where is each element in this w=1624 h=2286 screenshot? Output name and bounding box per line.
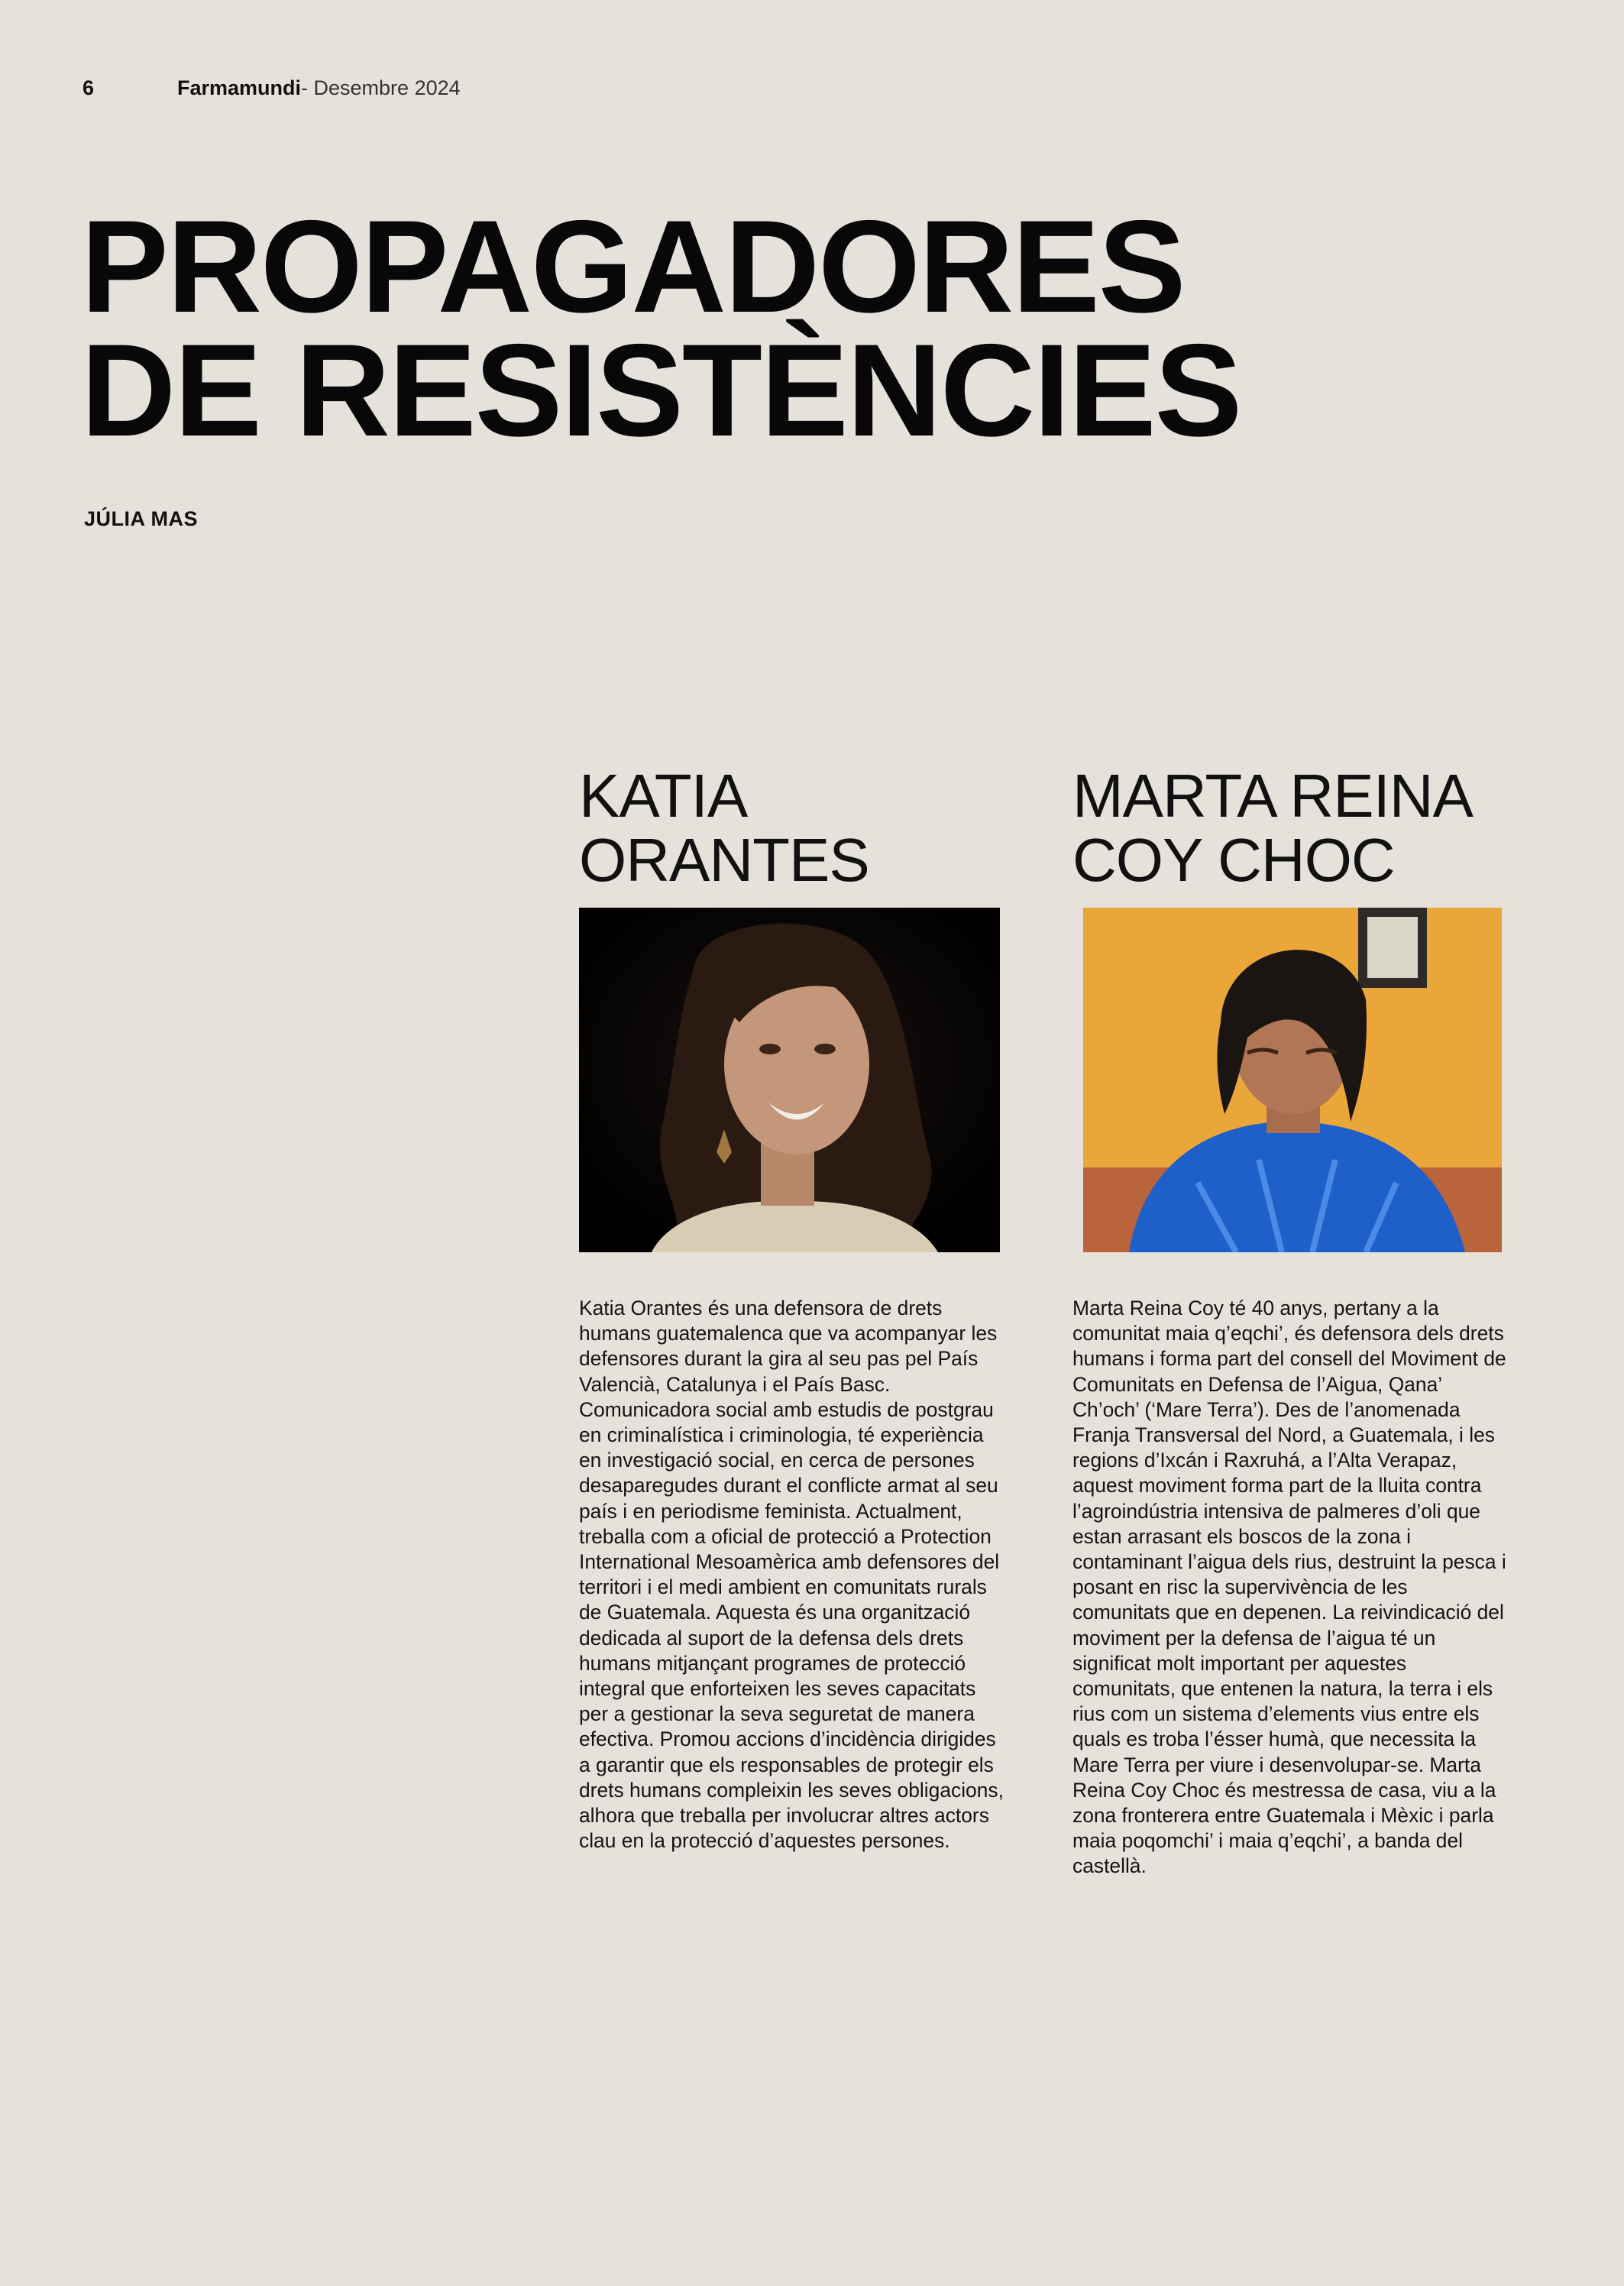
profile-bio: Marta Reina Coy té 40 anys, pertany a la comunitat maia q’eqchi’, és defensora dels drets humans i forma part del consell del Moviment de Comunitats en Defensa de l’Aigua, Qana’ Ch’och’ (‘Mare Terra’). Des de l’anomenada Franja Transversal del Nord, a Guatemala, i les regions d’Ixcán i Raxruhá, a l’Alta Verapaz, aquest moviment forma part de la lluita contra l’agroindústria intensiva de palmeres d’oli que estan arrasant els boscos de la zona i contaminant l’aigua dels rius, destruint la pesca i posant en risc la supervivència de les comunitats que en depenen. La reivindicació del moviment per la defensa de l’aigua té un significat molt important per aquestes comunitats, que entenen la natura, la terra i els rius com un sistema d’elements vius entre els quals es troba l’ésser humà, que necessita la Mare Terra per viure i desenvolupar-se. Marta Reina Coy Choc és mestressa de casa, viu a la zona fronterera entre Guatemala i Mèxic i parla maia poqomchi’ i maia q’eqchi’, a banda del castellà. — [1072, 1297, 1506, 1878]
portrait-illustration — [1083, 908, 1502, 1252]
issue-date: - Desembre 2024 — [301, 76, 461, 99]
profile-name — [1072, 764, 1508, 902]
running-head — [82, 76, 461, 100]
profile-bio: Katia Orantes és una defensora de drets humans guatemalenca que va acompanyar les defensores durant la gira al seu pas pel País Valencià, Catalunya i el País Basc. Comunicadora social amb estudis de postgrau en criminalística i criminologia, té experiència en investigació social, en cerca de persones desaparegudes durant el conflicte armat al seu país i en periodisme feminista. Actualment, treballa com a oficial de protecció a Protection International Mesoamèrica amb defensores del territori i el medi ambient en comunitats rurals de Guatemala. Aquesta és una organització dedicada al suport de la defensa dels drets humans mitjançant programes de protecció integral que enforteixen les seves capacitats per a gestionar la seva seguretat de manera efectiva. Promou accions d’incidència dirigides a garantir que els responsables de protegir els drets humans compleixin les seves obligacions, alhora que treballa per involucrar altres actors clau en la protecció d’aquestes persones. — [579, 1297, 1004, 1853]
profile-name-line-1: KATIA — [579, 762, 748, 830]
page-number: 6 — [82, 76, 95, 99]
profile-name-line-2: ORANTES — [579, 826, 869, 894]
profile-name-line-1: MARTA REINA — [1072, 762, 1473, 830]
profile-name-line-2: COY CHOC — [1072, 826, 1395, 894]
publication-name: Farmamundi — [177, 76, 302, 99]
page-title-line-1: PROPAGADORES — [81, 193, 1185, 340]
portrait-photo — [1083, 908, 1502, 1252]
profile-katia-orantes — [579, 762, 1007, 1853]
profile-name — [579, 764, 1007, 902]
page-title — [81, 193, 1241, 464]
portrait-illustration — [579, 908, 1000, 1252]
author-byline: JÚLIA MAS — [84, 507, 199, 530]
page-title-line-2: DE RESISTÈNCIES — [81, 317, 1241, 464]
profile-marta-reina-coy-choc — [1072, 762, 1508, 1878]
portrait-photo — [579, 908, 1000, 1252]
